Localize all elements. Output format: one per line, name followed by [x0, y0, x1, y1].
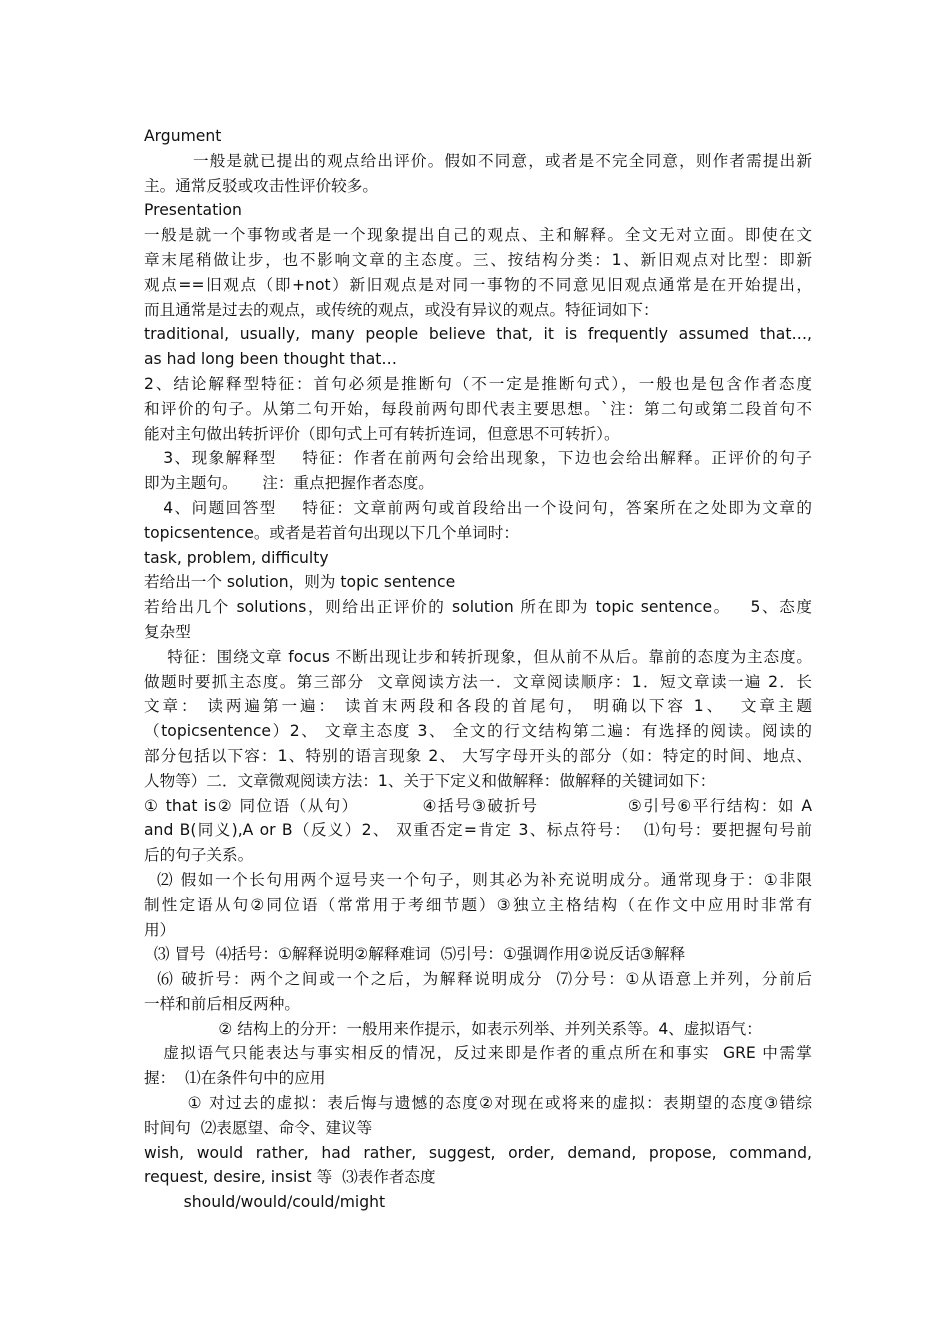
text-line: wish, would rather, had rather, suggest, order, demand, propose, command,	[144, 1143, 812, 1162]
text-line: as had long been thought that…	[144, 350, 398, 369]
text-line: 3、现象解释型 特征：作者在前两句会给出现象，下边也会给出解释。正评价的句子	[144, 449, 812, 468]
text-line: 一样和前后相反两种。	[144, 994, 300, 1013]
text-line: ⑶ 冒号 ⑷括号：①解释说明②解释难词 ⑸引号：①强调作用②说反话③解释	[144, 945, 686, 964]
text-line: （topicsentence）2、 文章主态度 3、 全文的行文结构第二遍：有选择的阅读。阅读的	[144, 722, 812, 741]
text-line: 制性定语从句②同位语（常常用于考细节题）③独立主格结构（在作文中应用时非常有	[144, 895, 812, 914]
text-line: 和评价的句子。从第二句开始，每段前两句即代表主要思想。`注：第二句或第二段首句不	[144, 399, 812, 418]
text-line: ⑹ 破折号：两个之间或一个之后，为解释说明成分 ⑺分号：①从语意上并列，分前后	[144, 970, 812, 989]
text-line: request, desire, insist 等 ⑶表作者态度	[144, 1168, 436, 1187]
text-line: 观点==旧观点（即+not）新旧观点是对同一事物的不同意见旧观点通常是在开始提出，	[144, 275, 812, 294]
text-line: 人物等）二．文章微观阅读方法：1、关于下定义和做解释：做解释的关键词如下：	[144, 771, 716, 790]
text-line: ① 对过去的虚拟：表后悔与遗憾的态度②对现在或将来的虚拟：表期望的态度③错综	[144, 1094, 812, 1113]
text-line: topicsentence。或者是若首句出现以下几个单词时：	[144, 523, 519, 542]
text-line: 特征：围绕文章 focus 不断出现让步和转折现象，但从前不从后。靠前的态度为主态度。	[144, 647, 812, 666]
text-line: 4、问题回答型 特征：文章前两句或首段给出一个设问句，答案所在之处即为文章的	[144, 498, 812, 517]
text-line: 一般是就已提出的观点给出评价。假如不同意，或者是不完全同意，则作者需提出新	[144, 151, 812, 170]
text-line: 若给出一个 solution，则为 topic sentence	[144, 573, 456, 592]
text-line: should/would/could/might	[144, 1193, 386, 1212]
text-line: 主。通常反驳或攻击性评价较多。	[144, 176, 378, 195]
heading-argument: Argument	[144, 127, 222, 145]
text-line: 即为主题句。 注：重点把握作者态度。	[144, 474, 434, 493]
text-line: task, problem, difficulty	[144, 548, 329, 567]
text-line: 一般是就一个事物或者是一个现象提出自己的观点、主和解释。全文无对立面。即使在文	[144, 226, 812, 245]
text-line: 若给出几个 solutions，则给出正评价的 solution 所在即为 topic sentence。 5、态度	[144, 598, 812, 617]
text-line: ② 结构上的分开：一般用来作提示，如表示列举、并列关系等。4、虚拟语气：	[144, 1019, 762, 1038]
document-page	[144, 124, 812, 1215]
text-line: 能对主句做出转折评价（即句式上可有转折连词，但意思不可转折）。	[144, 424, 620, 443]
text-line: 握： ⑴在条件句中的应用	[144, 1069, 326, 1088]
text-line: 2、结论解释型特征：首句必须是推断句（不一定是推断句式），一般也是包含作者态度	[144, 374, 812, 393]
text-line: 复杂型	[144, 622, 191, 641]
text-line: 时间句 ⑵表愿望、命令、建议等	[144, 1118, 373, 1137]
text-line: 章末尾稍做让步，也不影响文章的主态度。三、按结构分类：1、新旧观点对比型：即新	[144, 250, 812, 269]
text-line: ① that is② 同位语（从句） ④括号③破折号 ⑤引号⑥平行结构：如 A	[144, 796, 812, 815]
text-line: 虚拟语气只能表达与事实相反的情况，反过来即是作者的重点所在和事实 GRE 中需掌	[144, 1044, 812, 1063]
text-line: 后的句子关系。	[144, 846, 254, 865]
heading-presentation: Presentation	[144, 201, 242, 220]
text-line: 而且通常是过去的观点，或传统的观点，或没有异议的观点。特征词如下：	[144, 300, 659, 319]
text-line: 用）	[144, 920, 176, 939]
text-line: 文章： 读两遍第一遍： 读首末两段和各段的首尾句， 明确以下容 1、 文章主题	[144, 697, 812, 716]
text-line: 部分包括以下容：1、特别的语言现象 2、 大写字母开头的部分（如：特定的时间、地点、	[144, 746, 812, 765]
text-line: and B(同义),A or B（反义）2、 双重否定=肯定 3、标点符号： ⑴句号：要把握句号前	[144, 821, 812, 840]
text-line: traditional, usually, many people believe that, it is frequently assumed that…,	[144, 325, 812, 344]
text-line: ⑵ 假如一个长句用两个逗号夹一个句子，则其必为补充说明成分。通常现身于：①非限	[144, 870, 812, 889]
text-line: 做题时要抓主态度。第三部分 文章阅读方法一．文章阅读顺序：1．短文章读一遍 2．长	[144, 672, 812, 691]
